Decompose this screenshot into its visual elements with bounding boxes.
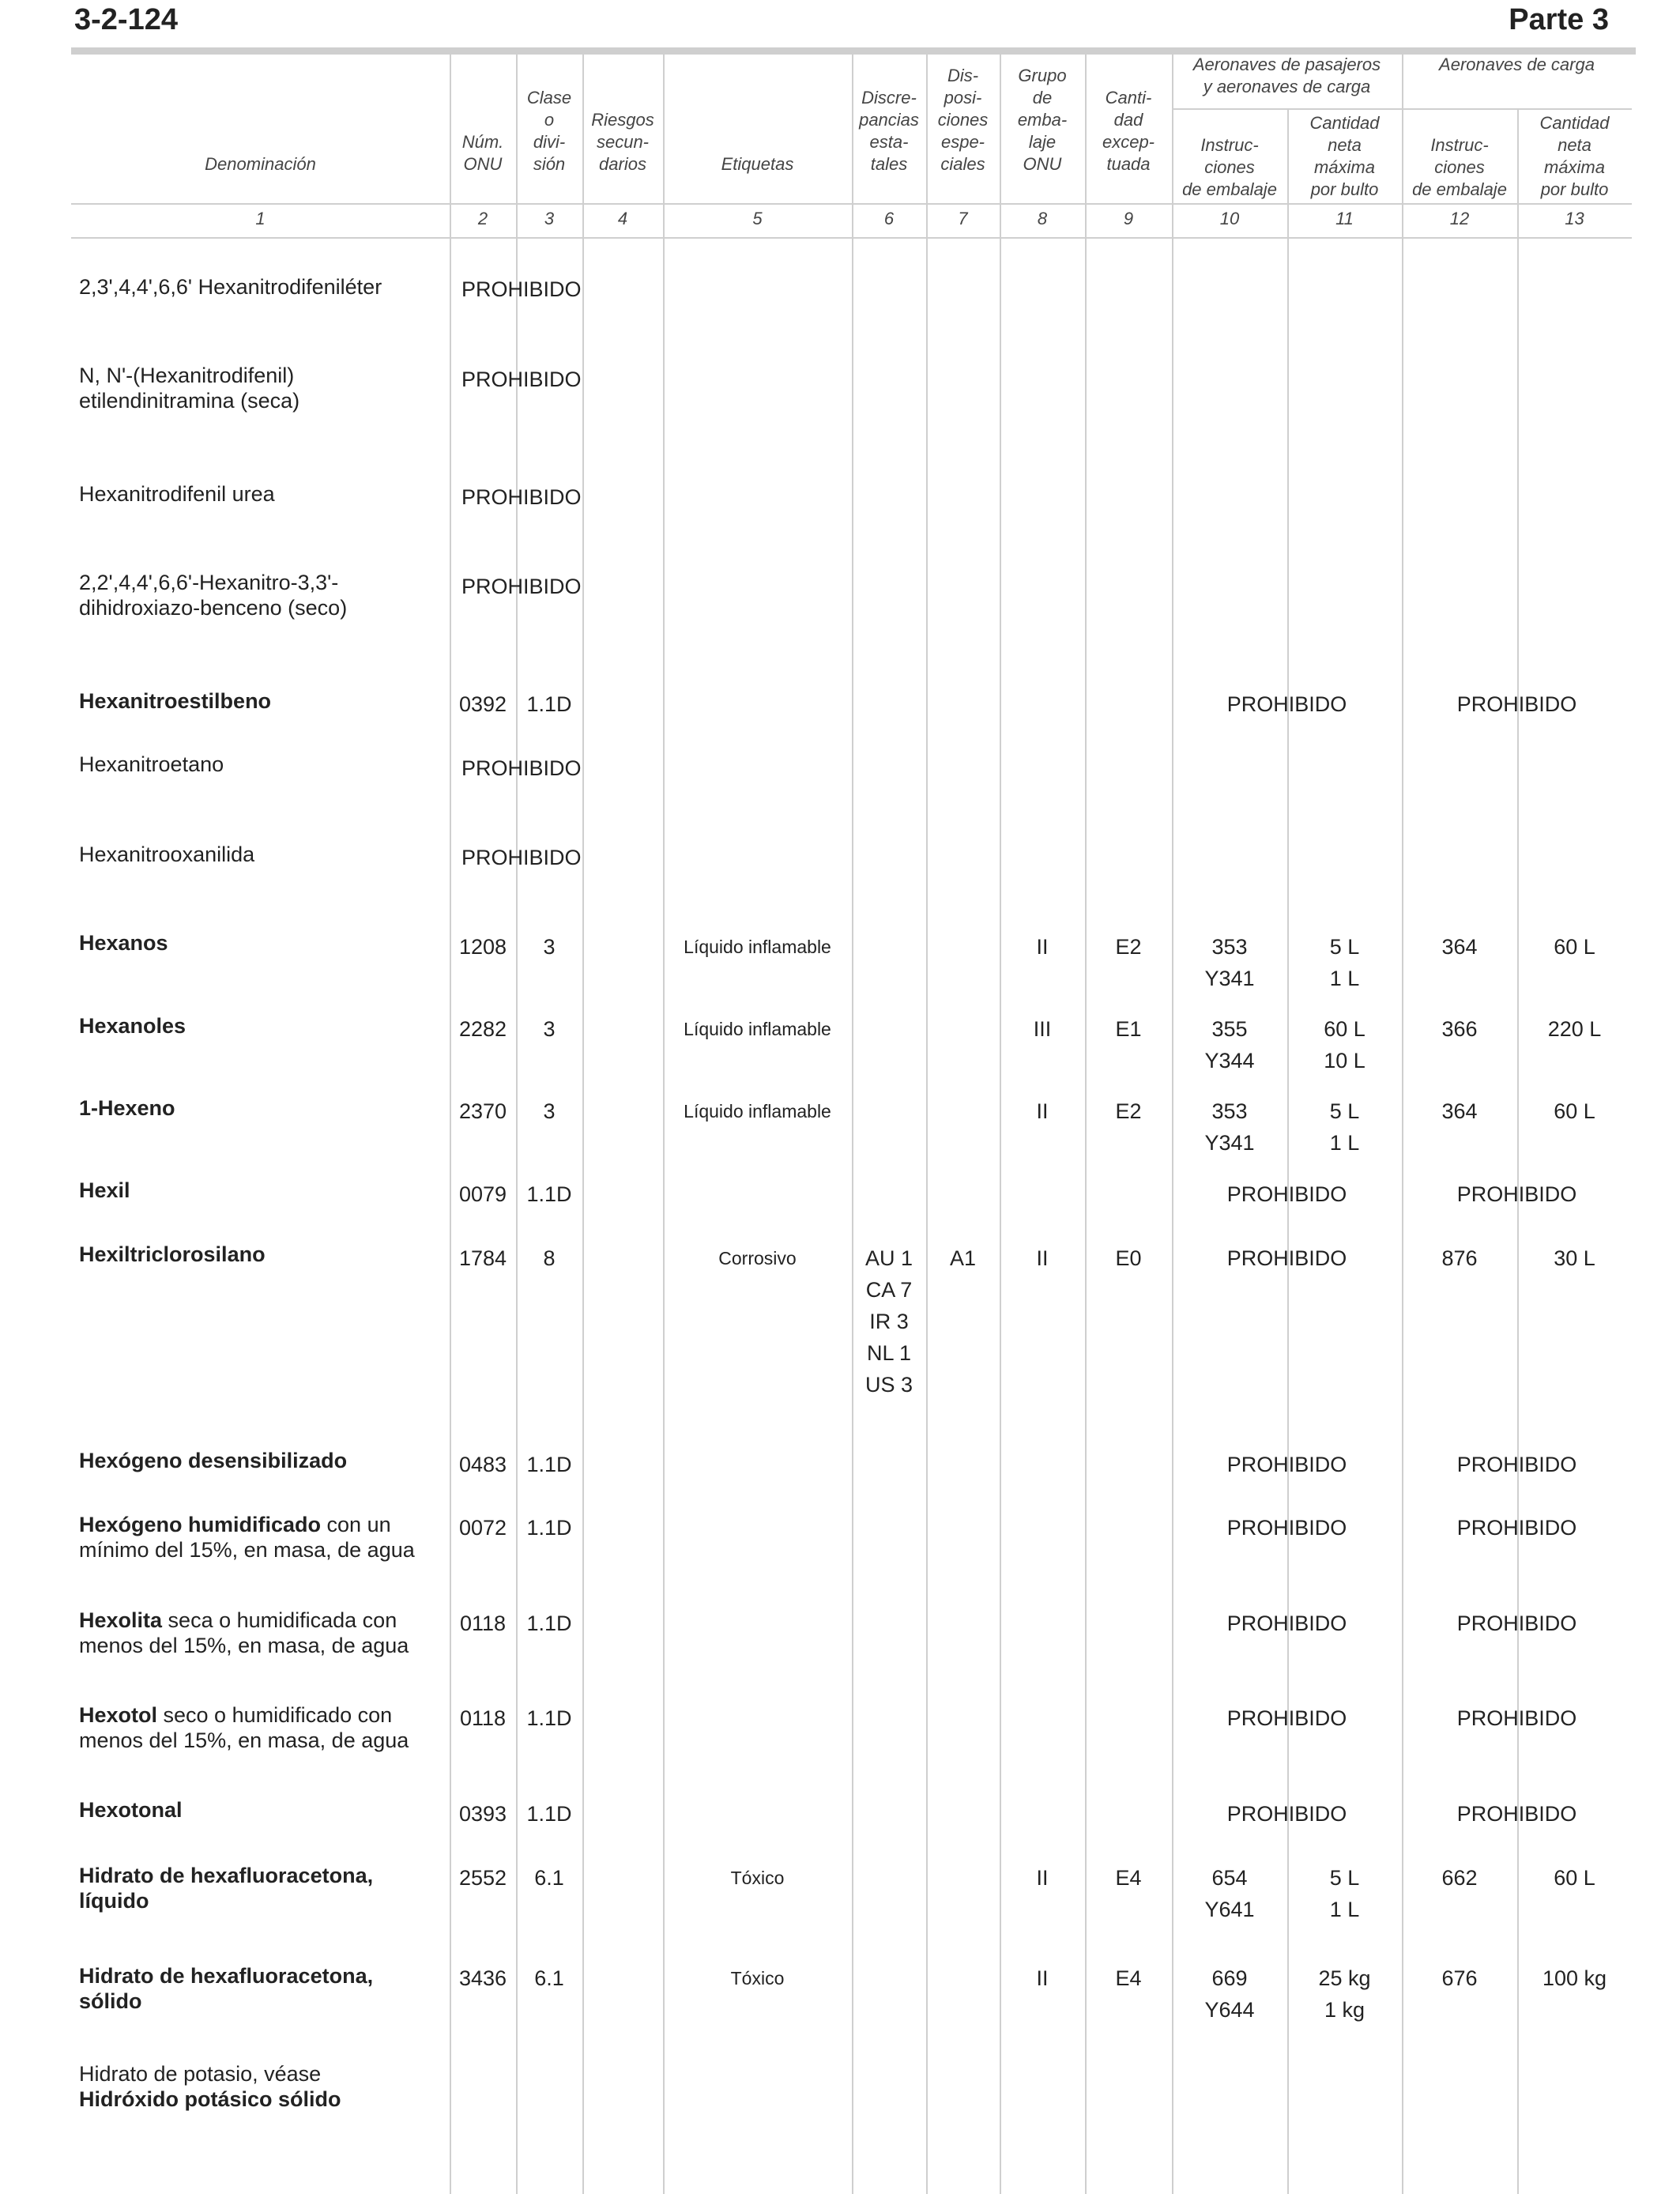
substance-name: Hexotol seco o humidificado con menos del 15%, en masa, de agua xyxy=(79,1703,409,1752)
substance-name: Hidrato de potasio, véase Hidróxido potásico sólido xyxy=(79,2062,341,2111)
packing-group: II xyxy=(1036,1099,1049,1123)
prohibido-label: PROHIBIDO xyxy=(461,368,582,391)
cargo-net-quantity: 100 kg xyxy=(1542,1966,1607,1990)
substance-name: Hexotonal xyxy=(79,1798,183,1822)
label-text: Tóxico xyxy=(730,1968,785,1989)
excepted-quantity: E2 xyxy=(1115,1099,1142,1123)
packing-group: II xyxy=(1036,935,1049,959)
state-variations: AU 1 CA 7 IR 3 NL 1 US 3 xyxy=(864,1246,913,1397)
header-riesgos: Riesgos secun- darios xyxy=(591,110,654,174)
pax-prohibido: PROHIBIDO xyxy=(1226,1246,1347,1270)
prohibido-label: PROHIBIDO xyxy=(461,277,582,301)
hazard-class: 1.1D xyxy=(526,1182,572,1206)
page-number: 3-2-124 xyxy=(74,3,178,36)
column-number: 7 xyxy=(958,209,968,228)
cargo-prohibido: PROHIBIDO xyxy=(1456,1516,1577,1540)
cargo-net-quantity: 60 L xyxy=(1554,1866,1595,1890)
hazard-class: 6.1 xyxy=(534,1966,564,1990)
pax-packing-instruction: 654 Y641 xyxy=(1204,1866,1255,1921)
pax-prohibido: PROHIBIDO xyxy=(1226,1706,1347,1730)
pax-net-quantity: 5 L 1 L xyxy=(1329,935,1360,990)
substance-name: Hexanos xyxy=(79,931,168,955)
pax-prohibido: PROHIBIDO xyxy=(1226,1453,1347,1476)
substance-name: Hidrato de hexafluoracetona, líquido xyxy=(79,1864,374,1913)
hazard-class: 8 xyxy=(543,1246,556,1270)
prohibido-label: PROHIBIDO xyxy=(461,756,582,780)
column-number: 6 xyxy=(883,209,895,228)
header-discrepancias: Discre- pancias esta- tales xyxy=(859,88,919,174)
label-text: Líquido inflamable xyxy=(684,1101,831,1122)
un-number: 0393 xyxy=(458,1802,507,1826)
pax-net-quantity: 25 kg 1 kg xyxy=(1318,1966,1371,2022)
pax-packing-instruction: 353 Y341 xyxy=(1204,935,1255,990)
substance-name: Hexanitroetano xyxy=(79,752,224,776)
hazard-class: 1.1D xyxy=(526,1802,572,1826)
col-divider xyxy=(582,55,584,2194)
header-grupo: Grupo de emba- laje ONU xyxy=(1017,66,1068,174)
packing-group: II xyxy=(1036,1966,1049,1990)
excepted-quantity: E4 xyxy=(1115,1966,1142,1990)
prohibido-label: PROHIBIDO xyxy=(461,485,582,509)
substance-name: 2,3',4,4',6,6' Hexanitrodifeniléter xyxy=(79,275,382,299)
substance-name: 1-Hexeno xyxy=(79,1096,175,1120)
pax-packing-instruction: 355 Y344 xyxy=(1204,1017,1255,1072)
un-number: 0483 xyxy=(458,1453,507,1476)
header-cantidad: Canti- dad excep- tuada xyxy=(1102,88,1155,174)
header-instr-cargo: Instruc- ciones de embalaje xyxy=(1412,135,1507,199)
substance-name: Hexógeno desensibilizado xyxy=(79,1449,348,1472)
label-text: Líquido inflamable xyxy=(684,937,831,957)
cargo-net-quantity: 60 L xyxy=(1554,1099,1595,1123)
un-number: 0118 xyxy=(459,1612,507,1635)
column-number: 9 xyxy=(1123,209,1134,228)
cargo-net-quantity: 220 L xyxy=(1547,1017,1602,1041)
pax-packing-instruction: 353 Y341 xyxy=(1204,1099,1255,1155)
pax-prohibido: PROHIBIDO xyxy=(1226,692,1347,716)
cargo-prohibido: PROHIBIDO xyxy=(1456,692,1577,716)
column-number: 1 xyxy=(255,209,266,228)
label-text: Líquido inflamable xyxy=(684,1019,831,1039)
prohibido-label: PROHIBIDO xyxy=(461,846,582,869)
hazard-class: 1.1D xyxy=(526,1706,572,1730)
un-number: 0079 xyxy=(458,1182,507,1206)
column-number: 13 xyxy=(1565,209,1584,228)
un-number: 1208 xyxy=(458,935,507,959)
label-text: Tóxico xyxy=(730,1868,785,1888)
column-number: 4 xyxy=(617,209,628,228)
label-text: Corrosivo xyxy=(718,1248,797,1269)
un-number: 0072 xyxy=(458,1516,507,1540)
pax-net-quantity: 60 L 10 L xyxy=(1324,1017,1365,1072)
col-divider xyxy=(926,55,928,2194)
column-number: 12 xyxy=(1449,209,1470,228)
substance-name: Hexiltriclorosilano xyxy=(79,1242,266,1266)
column-number: 10 xyxy=(1219,209,1240,228)
pax-prohibido: PROHIBIDO xyxy=(1226,1612,1347,1635)
header-rule xyxy=(71,203,1632,205)
cargo-packing-instruction: 364 xyxy=(1441,935,1478,959)
colnum-rule xyxy=(71,237,1632,239)
cargo-prohibido: PROHIBIDO xyxy=(1456,1612,1577,1635)
excepted-quantity: E0 xyxy=(1115,1246,1142,1270)
column-number: 5 xyxy=(752,209,763,228)
column-number: 11 xyxy=(1335,209,1354,228)
column-number: 8 xyxy=(1037,209,1048,228)
cargo-packing-instruction: 366 xyxy=(1441,1017,1478,1041)
pax-prohibido: PROHIBIDO xyxy=(1226,1182,1347,1206)
substance-name: Hexanoles xyxy=(79,1014,186,1038)
packing-group: II xyxy=(1036,1246,1049,1270)
cargo-prohibido: PROHIBIDO xyxy=(1456,1802,1577,1826)
substance-name: Hidrato de hexafluoracetona, sólido xyxy=(79,1964,374,2013)
un-number: 1784 xyxy=(458,1246,507,1270)
header-denominacion: Denominación xyxy=(205,154,316,174)
un-number: 2370 xyxy=(458,1099,507,1123)
un-number: 3436 xyxy=(458,1966,507,1990)
cargo-net-quantity: 30 L xyxy=(1554,1246,1595,1270)
hazard-class: 1.1D xyxy=(526,1516,572,1540)
cargo-packing-instruction: 364 xyxy=(1441,1099,1478,1123)
cargo-packing-instruction: 662 xyxy=(1441,1866,1478,1890)
cargo-prohibido: PROHIBIDO xyxy=(1456,1182,1577,1206)
un-number: 0118 xyxy=(459,1706,507,1730)
header-etiquetas: Etiquetas xyxy=(721,154,794,174)
pax-packing-instruction: 669 Y644 xyxy=(1204,1966,1255,2022)
pax-prohibido: PROHIBIDO xyxy=(1226,1516,1347,1540)
excepted-quantity: E1 xyxy=(1115,1017,1142,1041)
substance-name: Hexil xyxy=(79,1178,130,1202)
pax-net-quantity: 5 L 1 L xyxy=(1329,1866,1360,1921)
substance-name: Hexanitrooxanilida xyxy=(79,843,255,866)
un-number: 0392 xyxy=(458,692,507,716)
part-label: Parte 3 xyxy=(1509,3,1609,36)
substance-name: Hexanitroestilbeno xyxy=(79,689,272,713)
substance-name: 2,2',4,4',6,6'-Hexanitro-3,3'- dihidroxiazo-benceno (seco) xyxy=(79,571,348,620)
hazard-class: 1.1D xyxy=(526,1453,572,1476)
cargo-packing-instruction: 876 xyxy=(1441,1246,1478,1270)
column-number: 3 xyxy=(544,209,555,228)
packing-group: II xyxy=(1036,1866,1049,1890)
col-divider xyxy=(852,55,853,2194)
hazard-class: 3 xyxy=(543,1099,556,1123)
pax-net-quantity: 5 L 1 L xyxy=(1329,1099,1360,1155)
hazard-class: 6.1 xyxy=(534,1866,564,1890)
substance-name: N, N'-(Hexanitrodifenil) etilendinitramina (seca) xyxy=(79,364,300,413)
header-pasajeros: Aeronaves de pasajeros y aeronaves de carga xyxy=(1192,55,1381,96)
prohibido-label: PROHIBIDO xyxy=(461,575,582,598)
cargo-prohibido: PROHIBIDO xyxy=(1456,1453,1577,1476)
special-provisions: A1 xyxy=(949,1246,977,1270)
substance-name: Hexolita seca o humidificada con menos del 15%, en masa, de agua xyxy=(79,1608,409,1657)
packing-group: III xyxy=(1033,1017,1052,1041)
header-disposiciones: Dis- posi- ciones espe- ciales xyxy=(937,66,989,174)
header-num-onu: Núm. ONU xyxy=(461,132,504,174)
hazard-class: 3 xyxy=(543,935,556,959)
column-number: 2 xyxy=(477,209,488,228)
un-number: 2282 xyxy=(458,1017,507,1041)
excepted-quantity: E2 xyxy=(1115,935,1142,959)
pax-prohibido: PROHIBIDO xyxy=(1226,1802,1347,1826)
substance-name: Hexógeno humidificado con un mínimo del 15%, en masa, de agua xyxy=(79,1513,415,1562)
header-clase: Clase o divi- sión xyxy=(526,88,572,174)
header-instr-pax: Instruc- ciones de embalaje xyxy=(1182,135,1277,199)
hazard-class: 1.1D xyxy=(526,1612,572,1635)
header-carga: Aeronaves de carga xyxy=(1439,55,1595,74)
un-number: 2552 xyxy=(458,1866,507,1890)
cargo-net-quantity: 60 L xyxy=(1554,935,1595,959)
substance-name: Hexanitrodifenil urea xyxy=(79,482,275,506)
hazard-class: 1.1D xyxy=(526,692,572,716)
header-neta-cargo: Cantidad neta máxima por bulto xyxy=(1539,113,1610,199)
header-neta-pax: Cantidad neta máxima por bulto xyxy=(1309,113,1380,199)
header-subrule xyxy=(1172,108,1632,110)
cargo-prohibido: PROHIBIDO xyxy=(1456,1706,1577,1730)
hazard-class: 3 xyxy=(543,1017,556,1041)
excepted-quantity: E4 xyxy=(1115,1866,1142,1890)
cargo-packing-instruction: 676 xyxy=(1441,1966,1478,1990)
